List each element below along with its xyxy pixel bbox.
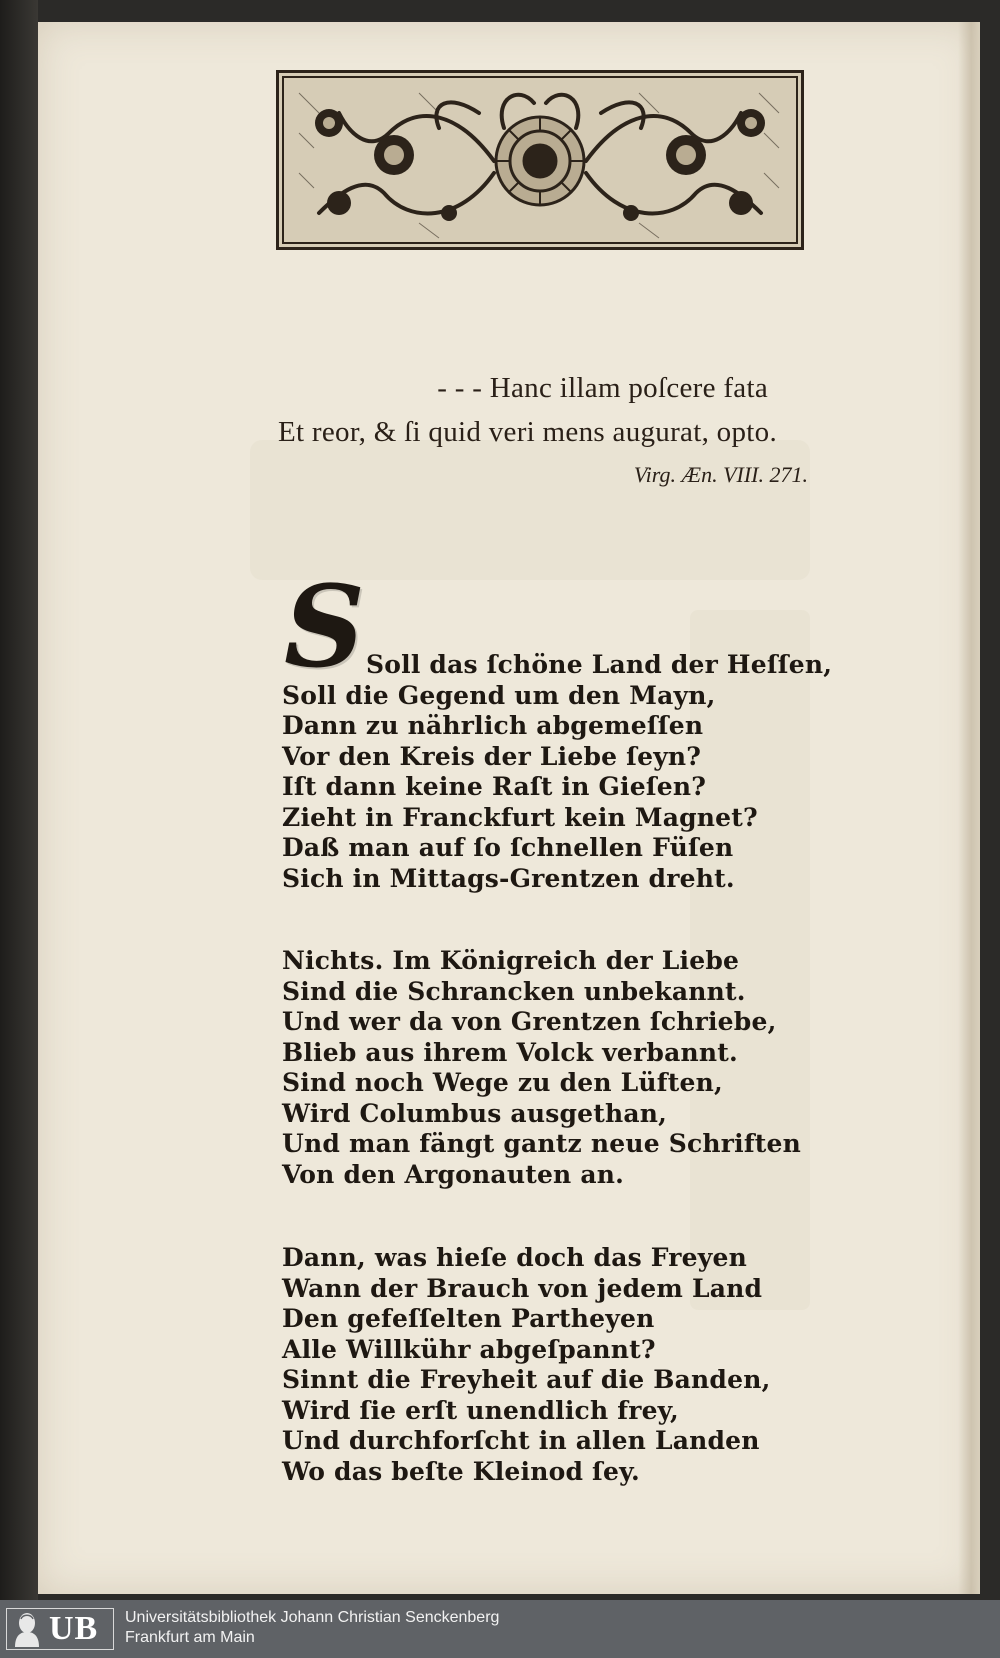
verse-line: Vor den Kreis der Liebe ſeyn? xyxy=(282,741,702,771)
verse-line: Soll die Gegend um den Mayn, xyxy=(282,680,716,710)
verse-line: Und man fängt gantz neue Schriften xyxy=(282,1129,802,1158)
verse-line: Nichts. Im Königreich der Liebe xyxy=(282,946,740,975)
verse-line: Sich in Mittags-Grentzen dreht. xyxy=(282,863,735,893)
verse-line: Wird Columbus ausgethan, xyxy=(282,1098,668,1128)
verse-line: Wird ſie erſt unendlich frey, xyxy=(282,1395,679,1425)
verse-line: Sinnt die Freyheit auf die Banden, xyxy=(282,1365,771,1394)
motto-line-1: - - - Hanc illam poſcere fata xyxy=(437,372,768,404)
motto-line-2: Et reor, & ſi quid veri mens augurat, opto. xyxy=(278,416,777,448)
library-name xyxy=(125,1608,499,1648)
woodcut-ornament-banner xyxy=(276,70,804,250)
verse-line: Alle Willkühr abgeſpannt? xyxy=(282,1334,656,1364)
library-footer-bar xyxy=(0,1600,1000,1658)
verse-line: Den gefeſſelten Partheyen xyxy=(282,1304,655,1333)
decorative-drop-capital: S xyxy=(284,562,365,693)
floral-ornament-icon xyxy=(279,73,801,247)
verse-line: Soll das ſchöne Land der Heſſen, xyxy=(366,650,833,679)
verse-line: Dann zu nährlich abgemeſſen xyxy=(282,711,704,740)
motto-citation: Virg. Æn. VIII. 271. xyxy=(633,462,808,487)
verse-line: Sind noch Wege zu den Lüften, xyxy=(282,1068,723,1097)
library-name-line-2: Frankfurt am Main xyxy=(125,1629,255,1646)
senckenberg-bust-icon xyxy=(7,1609,47,1649)
logo-ub-text: UB xyxy=(49,1610,99,1647)
poem-stanza-2 xyxy=(282,946,802,1190)
verse-line: Und durchforſcht in allen Landen xyxy=(282,1426,760,1455)
verse-line: Iſt dann keine Raſt in Gieſen? xyxy=(282,772,707,801)
poem-stanza-3 xyxy=(282,1243,802,1487)
verse-line: Wo das beſte Kleinod ſey. xyxy=(282,1456,640,1486)
verse-line: Dann, was hieſe doch das Freyen xyxy=(282,1243,747,1272)
verse-line: Zieht in Franckfurt kein Magnet? xyxy=(282,802,758,832)
verse-line: Und wer da von Grentzen ſchriebe, xyxy=(282,1007,777,1036)
verse-line: Wann der Brauch von jedem Land xyxy=(282,1273,763,1303)
library-name-line-1: Universitätsbibliothek Johann Christian Senckenberg xyxy=(125,1609,500,1626)
verse-line: Blieb aus ihrem Volck verbannt. xyxy=(282,1037,738,1067)
verse-line: Sind die Schrancken unbekannt. xyxy=(282,976,746,1006)
page-fold-shadow xyxy=(958,22,980,1594)
verse-line: Daß man auf ſo ſchnellen Füſen xyxy=(282,833,734,862)
poem-stanza-1 xyxy=(282,650,833,894)
book-spine-edge xyxy=(0,0,38,1600)
library-logo[interactable] xyxy=(6,1608,114,1650)
verse-line: Von den Argonauten an. xyxy=(282,1159,625,1189)
